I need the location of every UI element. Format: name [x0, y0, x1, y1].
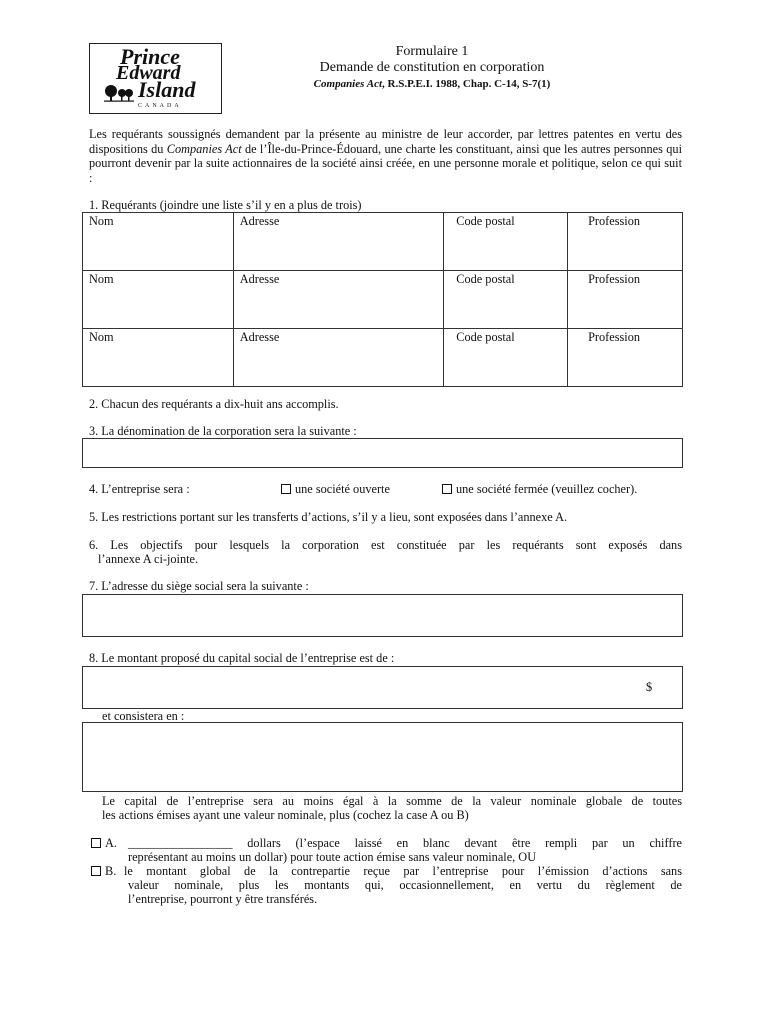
- checkbox-option-a[interactable]: [91, 838, 101, 848]
- section-3-label: 3. La dénomination de la corporation sera la suivante :: [89, 424, 357, 438]
- option-a-line2: représentant au moins un dollar) pour toute action émise sans valeur nominale, OU: [128, 850, 537, 864]
- logo-line-prince: Prince: [120, 44, 180, 69]
- postal-code-label: Code postal: [456, 330, 515, 344]
- profession-label: Profession: [588, 214, 640, 228]
- table-row: [83, 213, 683, 271]
- table-row: [83, 271, 683, 329]
- option-closed-company[interactable]: [442, 482, 637, 497]
- section-8-label: 8. Le montant proposé du capital social de l’entreprise est de :: [89, 651, 395, 665]
- postal-code-cell[interactable]: [444, 213, 568, 271]
- capital-note-line1: Le capital de l’entreprise sera au moins égal à la somme de la valeur nominale globale de toutes: [102, 794, 682, 808]
- logo-line-island: Island: [138, 77, 196, 102]
- option-b-line3: l’entreprise, pourront y être transférés.: [128, 892, 318, 906]
- logo-line-edward: Edward: [116, 62, 181, 84]
- act-citation: , R.S.P.E.I. 1988, Chap. C-14, S-7(1): [382, 78, 551, 90]
- profession-cell[interactable]: [568, 213, 683, 271]
- address-cell[interactable]: [233, 271, 444, 329]
- applicants-table: [82, 212, 683, 387]
- trees-icon: [102, 82, 136, 102]
- checkbox-option-b[interactable]: [91, 866, 101, 876]
- address-label: Adresse: [239, 214, 280, 228]
- act-reference: [232, 76, 632, 92]
- logo-canada: CANADA: [138, 103, 182, 109]
- profession-label: Profession: [588, 272, 640, 286]
- name-cell[interactable]: [83, 271, 234, 329]
- section-4-label: 4. L’entreprise sera :: [89, 482, 190, 496]
- intro-paragraph: [89, 127, 682, 185]
- postal-code-label: Code postal: [456, 214, 515, 228]
- option-b-line1: le montant global de la contrepartie reçue par l’entreprise pour l’émission d’actions sans: [124, 864, 682, 878]
- section-6-line2: l’annexe A ci-jointe.: [98, 552, 199, 566]
- act-name: Companies Act: [313, 78, 383, 90]
- option-a-line1: [128, 836, 682, 851]
- checkbox-closed-company[interactable]: [442, 484, 452, 494]
- share-capital-amount-field[interactable]: [82, 666, 683, 709]
- option-b-letter: B.: [105, 864, 117, 878]
- option-open-label: une société ouverte: [295, 482, 390, 496]
- profession-cell[interactable]: [568, 329, 683, 387]
- section-6-line1: 6. Les objectifs pour lesquels la corporation est constituée par les requérants sont exposés dans: [89, 538, 682, 552]
- name-cell[interactable]: [83, 329, 234, 387]
- option-a-letter: A.: [105, 836, 117, 850]
- intro-act-name: Companies Act: [166, 141, 242, 156]
- postal-code-label: Code postal: [456, 272, 515, 286]
- postal-code-cell[interactable]: [444, 271, 568, 329]
- section-5-text: 5. Les restrictions portant sur les transferts d’actions, s’il y a lieu, sont exposées dans l’annexe A.: [89, 510, 568, 524]
- head-office-address-field[interactable]: [82, 594, 683, 637]
- option-a-line1-rest: dollars (l’espace laissé en blanc devant être rempli par un chiffre: [247, 836, 682, 850]
- option-open-company[interactable]: [281, 482, 390, 497]
- capital-note-line2: les actions émises ayant une valeur nominale, plus (cochez la case A ou B): [102, 808, 469, 822]
- name-label: Nom: [89, 272, 114, 286]
- option-b-line2: valeur nominale, plus les montants qui, occasionnellement, en vertu du règlement de: [128, 878, 682, 892]
- option-closed-label: une société fermée (veuillez cocher).: [456, 482, 638, 496]
- name-cell[interactable]: [83, 213, 234, 271]
- option-a[interactable]: [91, 836, 117, 851]
- form-number: Formulaire 1: [395, 44, 469, 59]
- name-label: Nom: [89, 214, 114, 228]
- consist-label: et consistera en :: [102, 709, 185, 723]
- form-title: Demande de constitution en corporation: [319, 60, 545, 75]
- address-cell[interactable]: [233, 213, 444, 271]
- pei-logo: [89, 43, 222, 114]
- section-2-text: 2. Chacun des requérants a dix-huit ans accomplis.: [89, 397, 339, 411]
- intro-part1: Les requérants soussignés demandent par la présente au ministre de leur accorder, par lettres patentes en vertu des dispositions du: [89, 127, 682, 156]
- profession-cell[interactable]: [568, 271, 683, 329]
- option-b[interactable]: [91, 864, 116, 879]
- capital-consists-field[interactable]: [82, 722, 683, 792]
- address-label: Adresse: [239, 272, 280, 286]
- table-row: [83, 329, 683, 387]
- option-a-blank[interactable]: _________________: [128, 836, 233, 850]
- postal-code-cell[interactable]: [444, 329, 568, 387]
- section-7-label: 7. L’adresse du siège social sera la suivante :: [89, 579, 309, 593]
- section-1-label: 1. Requérants (joindre une liste s’il y en a plus de trois): [89, 198, 362, 212]
- corporation-name-field[interactable]: [82, 438, 683, 468]
- form-header: [232, 44, 632, 92]
- currency-symbol: $: [646, 680, 653, 694]
- profession-label: Profession: [588, 330, 640, 344]
- address-label: Adresse: [239, 330, 280, 344]
- checkbox-open-company[interactable]: [281, 484, 291, 494]
- intro-part2: de l’Île-du-Prince-Édouard, une charte les constituant, ainsi que les autres personnes qui pourront devenir par la suite actionnaires de la société ainsi créée, en une personne morale et politique, selon ce qui suit :: [89, 141, 682, 185]
- name-label: Nom: [89, 330, 114, 344]
- address-cell[interactable]: [233, 329, 444, 387]
